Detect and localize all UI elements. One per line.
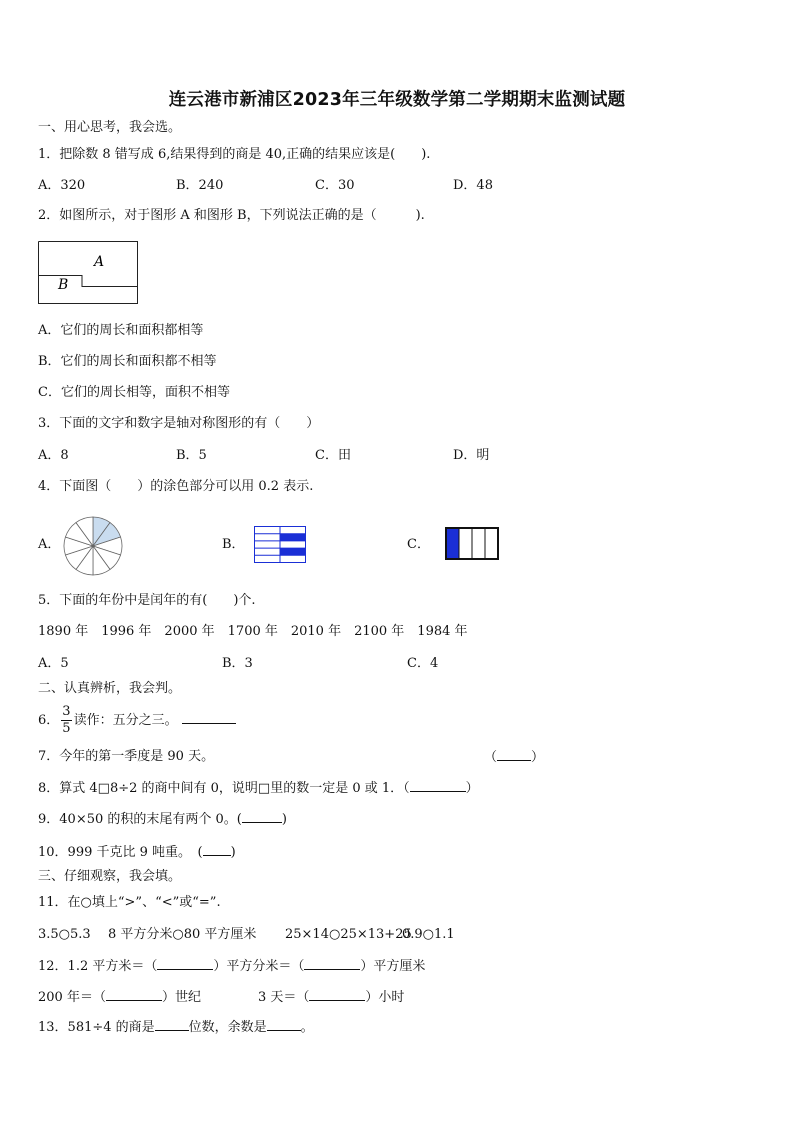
- question-4-option-c[interactable]: C．: [407, 537, 430, 552]
- question-11-item-4[interactable]: 0.9○1.1: [402, 927, 455, 942]
- question-1-option-c[interactable]: C．30: [315, 178, 355, 193]
- question-1-stem: 1．把除数 8 错写成 6,结果得到的商是 40,正确的结果应该是( ).: [38, 147, 431, 162]
- question-7-answer[interactable]: [484, 748, 544, 767]
- question-11-stem: 11．在○填上“>”、“<”或“=”.: [38, 895, 221, 910]
- question-12-line-2: [38, 988, 201, 1007]
- question-5-stem: 5．下面的年份中是闰年的有( )个.: [38, 593, 256, 608]
- question-3-option-c[interactable]: C．田: [315, 448, 351, 463]
- question-11-item-1[interactable]: 3.5○5.3: [38, 927, 91, 942]
- question-1-option-a[interactable]: A．320: [38, 178, 86, 193]
- paren-right: ): [230, 845, 236, 860]
- question-4-figure-b-grid: [254, 526, 306, 563]
- question-5-years: 1890 年 1996 年 2000 年 1700 年 2010 年 2100 年 1984 年: [38, 624, 468, 639]
- q12-blank-square-centimeters[interactable]: [304, 957, 360, 970]
- paren-left: （: [484, 750, 498, 765]
- question-4-option-a[interactable]: A．: [38, 537, 61, 552]
- question-3-option-a[interactable]: A．8: [38, 448, 69, 463]
- q12-text-a: 12．1.2 平方米＝（: [38, 959, 158, 974]
- bar-segment: [485, 528, 498, 559]
- question-3-option-d[interactable]: D．明: [453, 448, 490, 463]
- question-10-text: 10．999 千克比 9 吨重。 (: [38, 845, 203, 860]
- question-11-item-2[interactable]: 8 平方分米○80 平方厘米: [108, 927, 257, 942]
- question-12-line-1: [38, 957, 425, 976]
- q12-blank-hours[interactable]: [309, 988, 365, 1001]
- question-13: [38, 1018, 314, 1037]
- q12-blank-centuries[interactable]: [106, 988, 162, 1001]
- question-9: [38, 810, 287, 829]
- grid-cell-shaded: [280, 534, 305, 541]
- q12-text-b: ）平方分米＝（: [213, 959, 305, 974]
- question-5-option-b[interactable]: B．3: [222, 656, 253, 671]
- page-title: 连云港市新浦区2023年三年级数学第二学期期末监测试题: [168, 90, 626, 110]
- q12-text-d: 200 年＝（: [38, 990, 106, 1005]
- question-6: [38, 703, 236, 739]
- question-7-text: 7．今年的第一季度是 90 天。: [38, 749, 215, 764]
- question-6-number: 6．: [38, 713, 60, 728]
- paren-right: ）: [531, 750, 545, 765]
- fraction-denominator: 5: [62, 721, 71, 736]
- question-10-answer-blank[interactable]: [203, 843, 231, 856]
- question-4-stem: 4．下面图（ ）的涂色部分可以用 0.2 表示.: [38, 479, 314, 494]
- question-2-figure: [38, 241, 138, 305]
- question-3-option-b[interactable]: B．5: [176, 448, 207, 463]
- q13-blank-remainder[interactable]: [267, 1018, 301, 1031]
- q12-text-c: ）平方厘米: [360, 959, 426, 974]
- question-6-answer-blank[interactable]: [182, 711, 236, 724]
- question-11-item-3[interactable]: 25×14○25×13+25: [285, 927, 412, 942]
- q12-text-f: 3 天＝（: [258, 990, 310, 1005]
- question-2-option-c[interactable]: C．它们的周长相等，面积不相等: [38, 385, 230, 400]
- bar-segment: [459, 528, 472, 559]
- paren-right: ）: [465, 781, 479, 796]
- q13-text-a: 13．581÷4 的商是: [38, 1020, 155, 1035]
- question-9-answer-blank[interactable]: [242, 810, 282, 823]
- question-4-figure-c-bar: [445, 527, 499, 560]
- question-7-answer-blank[interactable]: [497, 748, 531, 761]
- q13-blank-digits[interactable]: [155, 1018, 189, 1031]
- question-4-option-b[interactable]: B．: [222, 537, 245, 552]
- question-5-option-a[interactable]: A．5: [38, 656, 69, 671]
- question-8-text: 8．算式 4□8÷2 的商中间有 0，说明□里的数一定是 0 或 1．（: [38, 781, 410, 796]
- question-6-text: 读作：五分之三。: [73, 713, 178, 728]
- question-10: [38, 843, 236, 862]
- paren-right: ): [281, 812, 287, 827]
- q12-text-g: ）小时: [365, 990, 405, 1005]
- q13-text-c: 。: [300, 1020, 314, 1035]
- question-5-option-c[interactable]: C．4: [407, 656, 439, 671]
- fraction-three-fifths: [61, 704, 71, 737]
- figure-label-a: A: [94, 254, 105, 270]
- bar-segment: [472, 528, 485, 559]
- section-3-heading: 三、仔细观察，我会填。: [38, 869, 182, 884]
- figure-label-b: B: [58, 277, 69, 293]
- question-4-figure-a-circle: [63, 516, 123, 576]
- question-1-option-b[interactable]: B．240: [176, 178, 224, 193]
- q12-text-e: ）世纪: [161, 990, 201, 1005]
- bar-segment-shaded: [446, 528, 459, 559]
- section-1-heading: 一、用心思考，我会选。: [38, 120, 182, 135]
- question-9-text: 9．40×50 的积的末尾有两个 0。(: [38, 812, 242, 827]
- question-1-option-d[interactable]: D．48: [453, 178, 493, 193]
- question-8: [38, 779, 479, 798]
- question-2-stem: 2．如图所示，对于图形 A 和图形 B，下列说法正确的是（ ).: [38, 208, 425, 223]
- question-2-option-a[interactable]: A．它们的周长和面积都相等: [38, 323, 204, 338]
- question-12-line-2-right: [258, 988, 404, 1007]
- grid-cell-shaded: [280, 548, 305, 555]
- q13-text-b: 位数，余数是: [188, 1020, 267, 1035]
- question-2-option-b[interactable]: B．它们的周长和面积都不相等: [38, 354, 217, 369]
- q12-blank-square-decimeters[interactable]: [157, 957, 213, 970]
- section-2-heading: 二、认真辨析，我会判。: [38, 681, 182, 696]
- fraction-numerator: 3: [62, 704, 71, 719]
- question-3-stem: 3．下面的文字和数字是轴对称图形的有（ ）: [38, 416, 320, 431]
- question-8-answer-blank[interactable]: [410, 779, 466, 792]
